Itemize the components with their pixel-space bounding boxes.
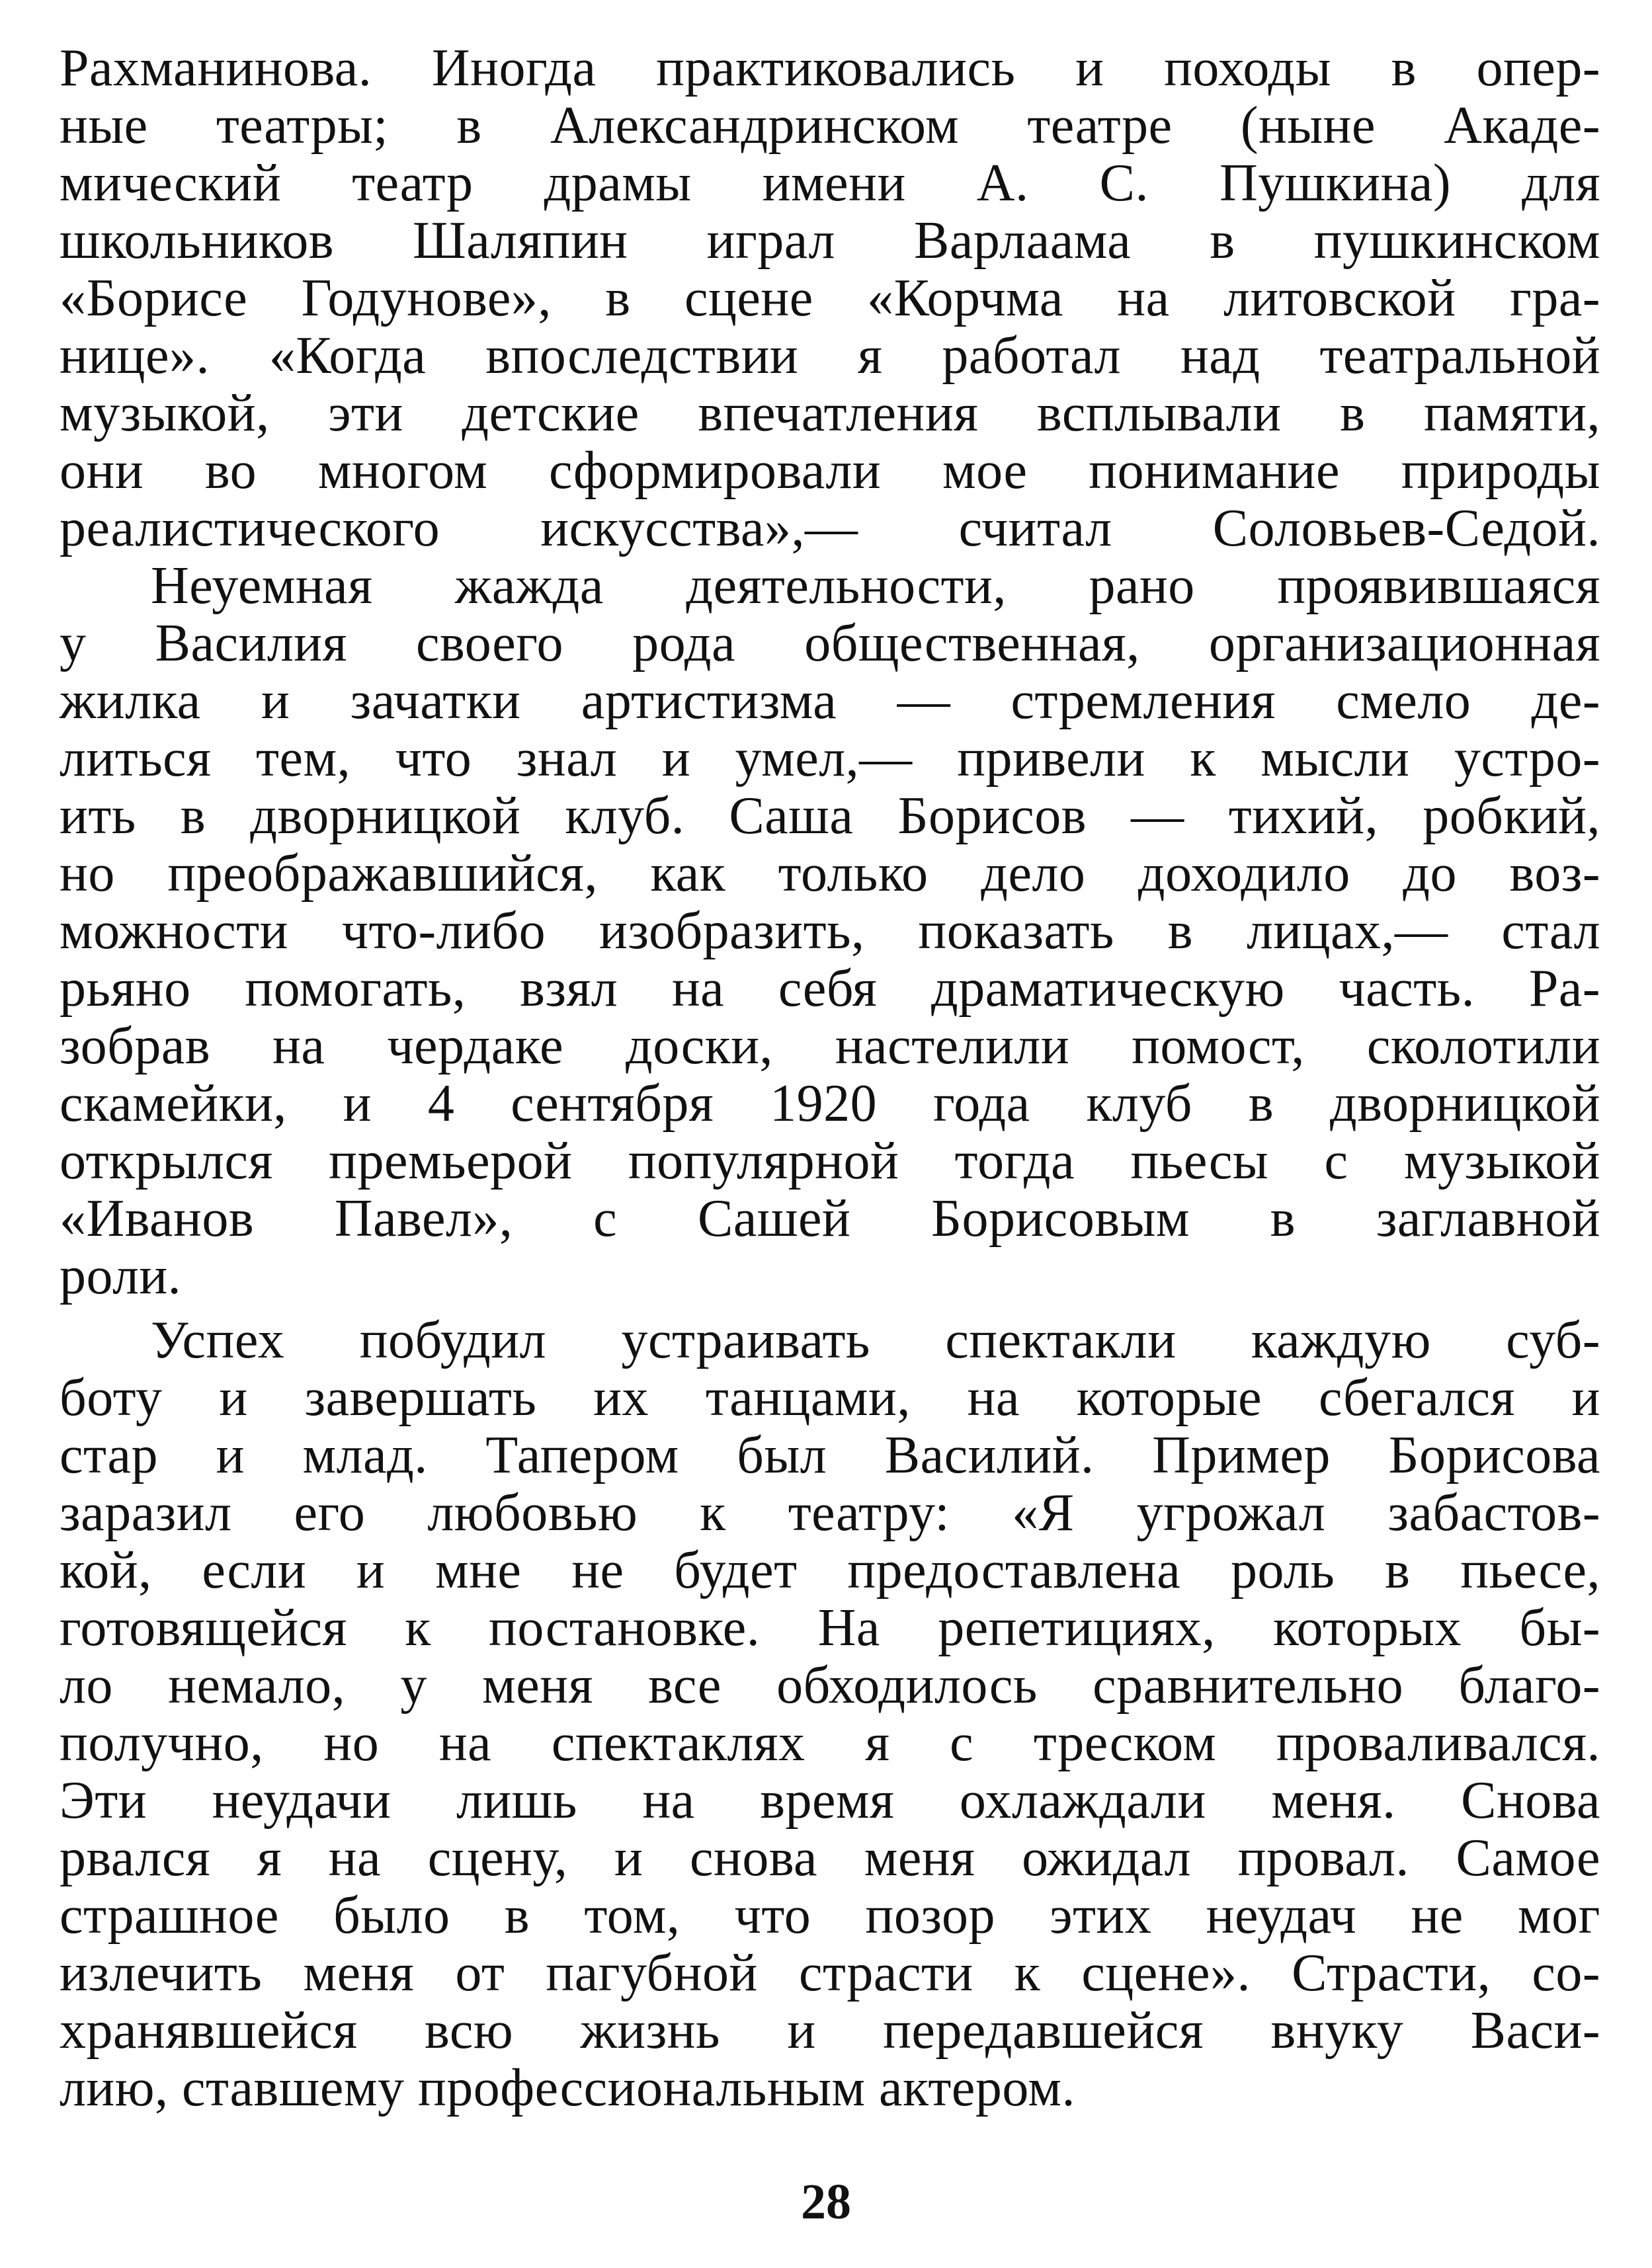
text-line: ло немало, у меня все обходилось сравнительно благо- (60, 1656, 1600, 1715)
text-line: излечить меня от пагубной страсти к сцене». Страсти, со- (60, 1944, 1600, 2002)
text-line: рвался я на сцену, и снова меня ожидал провал. Самое (60, 1829, 1600, 1887)
text-line: лию, ставшему профессиональным актером. (60, 2059, 1075, 2117)
text-line: школьников Шаляпин играл Варлаама в пушкинском (60, 212, 1600, 270)
text-line: открылся премьерой популярной тогда пьесы с музыкой (60, 1132, 1600, 1190)
text-line: «Борисе Годунове», в сцене «Корчма на литовской гра- (60, 269, 1600, 327)
text-line: Неуемная жажда деятельности, рано проявившаяся (151, 557, 1600, 615)
text-line: Эти неудачи лишь на время охлаждали меня. Снова (60, 1771, 1600, 1830)
text-line: нице». «Когда впоследствии я работал над театральной (60, 327, 1600, 385)
body-text (60, 40, 1600, 2117)
text-line: получно, но на спектаклях я с треском проваливался. (60, 1714, 1600, 1772)
text-line: зобрав на чердаке доски, настелили помост, сколотили (60, 1017, 1600, 1075)
text-line: стар и млад. Тапером был Василий. Пример Борисова (60, 1426, 1600, 1484)
text-line: но преображавшийся, как только дело доходило до воз- (60, 844, 1600, 903)
text-line: реалистического искусства»,— считал Соловьев-Седой. (60, 499, 1600, 557)
text-line: можности что-либо изобразить, показать в лицах,— стал (60, 902, 1600, 960)
text-line: рьяно помогать, взял на себя драматическую часть. Ра- (60, 959, 1600, 1018)
text-line: хранявшейся всю жизнь и передавшейся внуку Васи- (60, 2002, 1600, 2060)
text-line: скамейки, и 4 сентября 1920 года клуб в дворницкой (60, 1074, 1600, 1133)
text-line: Рахманинова. Иногда практиковались и походы в опер- (60, 39, 1600, 97)
text-line: ные театры; в Александринском театре (ныне Акаде- (60, 97, 1600, 155)
page-number: 28 (801, 2174, 851, 2230)
text-line: «Иванов Павел», с Сашей Борисовым в заглавной (60, 1190, 1600, 1248)
text-line: боту и завершать их танцами, на которые сбегался и (60, 1369, 1600, 1427)
text-line: жилка и зачатки артистизма — стремления смело де- (60, 672, 1600, 730)
text-line: музыкой, эти детские впечатления всплывали в памяти, (60, 384, 1600, 442)
text-line: готовящейся к постановке. На репетициях, которых бы- (60, 1599, 1600, 1657)
text-line: кой, если и мне не будет предоставлена роль в пьесе, (60, 1541, 1600, 1600)
text-line: ить в дворницкой клуб. Саша Борисов — тихий, робкий, (60, 787, 1600, 845)
text-line: мический театр драмы имени А. С. Пушкина) для (60, 154, 1600, 212)
text-line: Успех побудил устраивать спектакли каждую суб- (151, 1311, 1600, 1369)
text-line: заразил его любовью к театру: «Я угрожал забастов- (60, 1484, 1600, 1542)
text-line: страшное было в том, что позор этих неудач не мог (60, 1886, 1600, 1945)
text-line: у Василия своего рода общественная, организационная (60, 614, 1600, 672)
text-line: роли. (60, 1247, 182, 1305)
text-line: литься тем, что знал и умел,— привели к мысли устро- (60, 729, 1600, 788)
text-line: они во многом сформировали мое понимание природы (60, 442, 1600, 500)
